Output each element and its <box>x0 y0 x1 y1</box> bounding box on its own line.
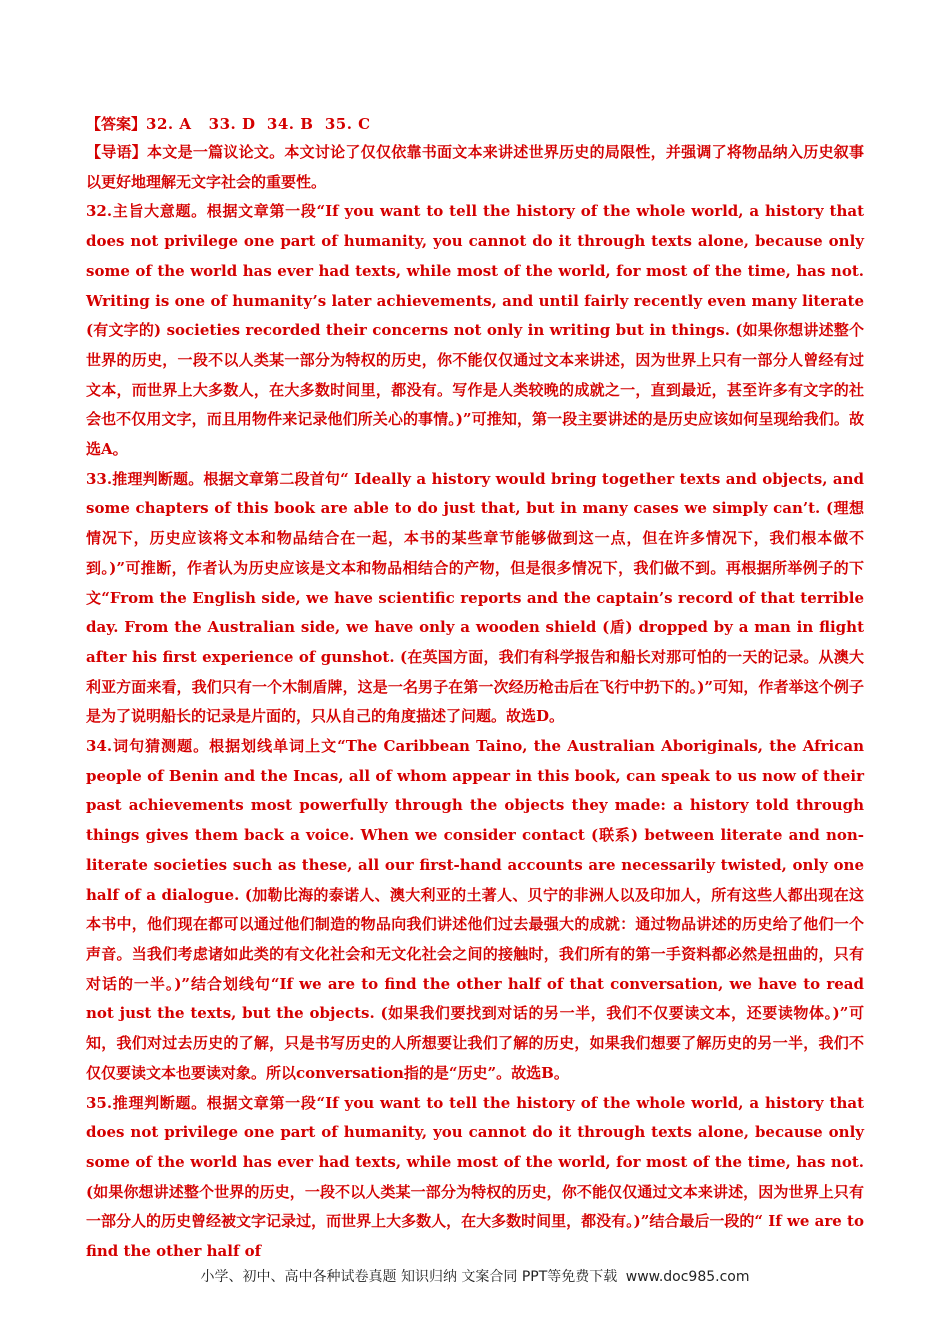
intro-label: 【导语】 <box>86 143 148 161</box>
answer-label: 【答案】 <box>86 115 147 133</box>
q34-explanation: 34.词句猜测题。根据划线单词上文“The Caribbean Taino, the Australian Aboriginals, the African people of Benin and the Incas, all of whom appear in this book, can speak to us now of their past achievements most powerfully through the objects they made: a history told through things gives them back a voice. When we consider contact (联系) between literate and non-literate societies such as these, all our first-hand accounts are necessarily twisted, only one half of a dialogue. (加勒比海的泰诺人、澳大利亚的土著人、贝宁的非洲人以及印加人，所有这些人都出现在这本书中，他们现在都可以通过他们制造的物品向我们讲述他们过去最强大的成就：通过物品讲述的历史给了他们一个声音。当我们考虑诸如此类的有文化社会和无文化社会之间的接触时，我们所有的第一手资料都必然是扭曲的，只有对话的一半。)”结合划线句“If we are to find the other half of that conversation, we have to read not just the texts, but the objects. (如果我们要找到对话的另一半，我们不仅要读文本，还要读物体。)”可知，我们对过去历史的了解，只是书写历史的人所想要让我们了解的历史，如果我们想要了解历史的另一半，我们不仅仅要读文本也要读对象。所以conversation指的是“历史”。故选B。 <box>86 737 864 1082</box>
intro-paragraph <box>86 138 864 197</box>
answer-keys: 32. A 33. D 34. B 35. C <box>146 115 371 133</box>
answer-explanation <box>86 110 864 1267</box>
answer-line <box>86 110 864 138</box>
intro-text: 本文是一篇议论文。本文讨论了仅仅依靠书面文本来讲述世界历史的局限性，并强调了将物品纳入历史叙事以更好地理解无文字社会的重要性。 <box>86 143 864 191</box>
page-footer <box>0 1266 950 1286</box>
q35-explanation: 35.推理判断题。根据文章第一段“If you want to tell the history of the whole world, a history that does not privilege one part of humanity, you cannot do it through texts alone, because only some of the world has ever had texts, while most of the world, for most of the time, has not.(如果你想讲述整个世界的历史，一段不以人类某一部分为特权的历史，你不能仅仅通过文本来讲述，因为世界上只有一部分人的历史曾经被文字记录过，而世界上大多数人，在大多数时间里，都没有。)”结合最后一段的“ If we are to find the other half of <box>86 1093 864 1261</box>
footer-text: 小学、初中、高中各种试卷真题 知识归纳 文案合同 PPT等免费下载 <box>200 1269 618 1285</box>
q32-explanation: 32.主旨大意题。根据文章第一段“If you want to tell the history of the whole world, a history that does not privilege one part of humanity, you cannot do it through texts alone, because only some of the world has ever had texts, while most of the world, for most of the time, has not. Writing is one of humanity’s later achievements, and until fairly recently even many literate (有文字的) societies recorded their concerns not only in writing but in things. (如果你想讲述整个世界的历史，一段不以人类某一部分为特权的历史，你不能仅仅通过文本来讲述，因为世界上只有一部分人曾经有过文本，而世界上大多数人，在大多数时间里，都没有。写作是人类较晚的成就之一，直到最近，甚至许多有文字的社会也不仅用文字，而且用物件来记录他们所关心的事情。)”可推知，第一段主要讲述的是历史应该如何呈现给我们。故选A。 <box>86 202 864 459</box>
footer-site-link[interactable]: www.doc985.com <box>625 1269 750 1285</box>
q33-explanation: 33.推理判断题。根据文章第二段首句“ Ideally a history would bring together texts and objects, and some chapters of this book are able to do just that, but in many cases we simply can’t. (理想情况下，历史应该将文本和物品结合在一起，本书的某些章节能够做到这一点，但在许多情况下，我们根本做不到。)”可推断，作者认为历史应该是文本和物品相结合的产物，但是很多情况下，我们做不到。再根据所举例子的下文“From the English side, we have scientific reports and the captain’s record of that terrible day. From the Australian side, we have only a wooden shield (盾) dropped by a man in flight after his first experience of gunshot. (在英国方面，我们有科学报告和船长对那可怕的一天的记录。从澳大利亚方面来看，我们只有一个木制盾牌，这是一名男子在第一次经历枪击后在飞行中扔下的。)”可知，作者举这个例子是为了说明船长的记录是片面的，只从自己的角度描述了问题。故选D。 <box>86 469 864 726</box>
